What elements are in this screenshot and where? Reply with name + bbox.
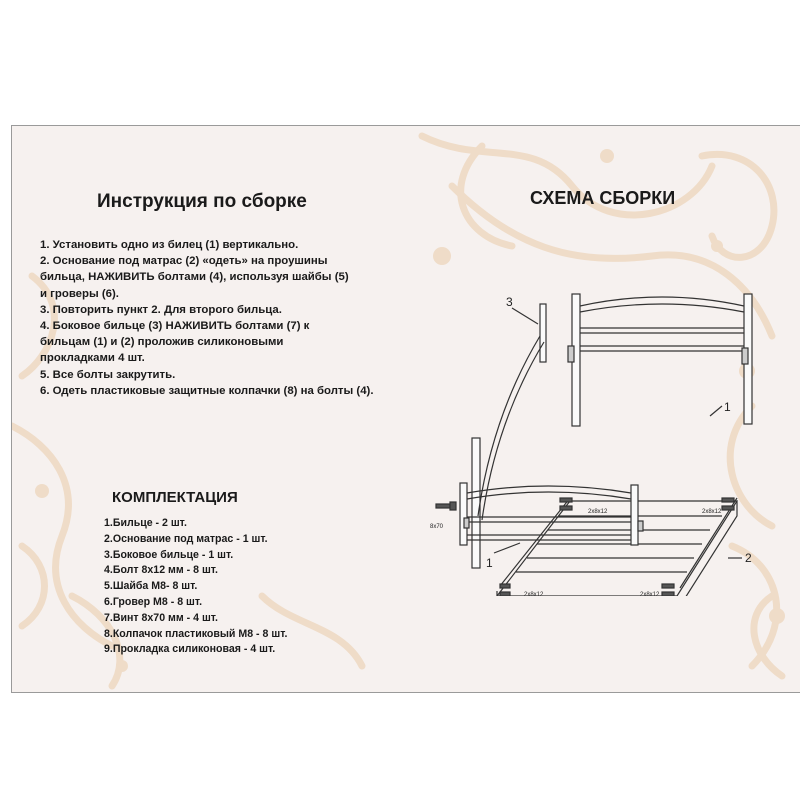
label-part-2: 2 — [745, 551, 752, 565]
label-bolt-c: 2x8x12 — [524, 592, 544, 596]
assembly-steps — [40, 237, 395, 399]
kit-item: 7.Винт 8х70 мм - 4 шт. — [104, 611, 218, 624]
step-line: 4. Боковое бильце (3) НАЖИВИТЬ болтами (7) к — [40, 320, 310, 333]
kit-title: КОМПЛЕКТАЦИЯ — [112, 489, 238, 506]
step-line: 3. Повторить пункт 2. Для второго бильца. — [40, 303, 282, 316]
step-line: бильцам (1) и (2) проложив силиконовыми — [40, 336, 284, 349]
kit-item: 6.Гровер М8 - 8 шт. — [104, 595, 203, 608]
label-part-3: 3 — [506, 295, 513, 309]
footboard-drawing — [458, 481, 658, 576]
instructions-title: Инструкция по сборке — [97, 191, 307, 212]
step-line: и гроверы (6). — [40, 287, 119, 300]
kit-item: 3.Боковое бильце - 1 шт. — [104, 548, 234, 561]
label-bolt-b: 2x8x12 — [702, 509, 722, 515]
step-line: прокладками 4 шт. — [40, 352, 145, 365]
kit-list — [104, 516, 287, 658]
instruction-sheet — [11, 125, 800, 693]
kit-item: 9.Прокладка силиконовая - 4 шт. — [104, 643, 276, 656]
kit-item: 2.Основание под матрас - 1 шт. — [104, 532, 268, 545]
label-part-1-bottom: 1 — [486, 556, 493, 570]
step-line: 5. Все болты закрутить. — [40, 368, 176, 381]
step-line: 6. Одеть пластиковые защитные колпачки (8) на болты (4). — [40, 384, 374, 397]
kit-item: 1.Бильце - 2 шт. — [104, 517, 187, 529]
label-bolt-a: 2x8x12 — [588, 509, 608, 515]
label-bolt-8x70: 8x70 — [430, 524, 444, 530]
label-bolt-d: 2x8x12 — [640, 592, 660, 596]
kit-item: 8.Колпачок пластиковый М8 - 8 шт. — [104, 627, 288, 640]
kit-item: 5.Шайба М8- 8 шт. — [104, 580, 198, 593]
kit-item: 4.Болт 8х12 мм - 8 шт. — [104, 564, 218, 577]
step-line: 1. Установить одно из билец (1) вертикально. — [40, 239, 299, 251]
scheme-title: СХЕМА СБОРКИ — [530, 188, 676, 208]
label-part-1: 1 — [724, 400, 731, 414]
step-line: 2. Основание под матрас (2) «одеть» на проушины — [40, 255, 328, 268]
pointer-1 — [710, 406, 722, 416]
step-line: бильца, НАЖИВИТЬ болтами (4), используя шайбы (5) — [40, 271, 349, 284]
